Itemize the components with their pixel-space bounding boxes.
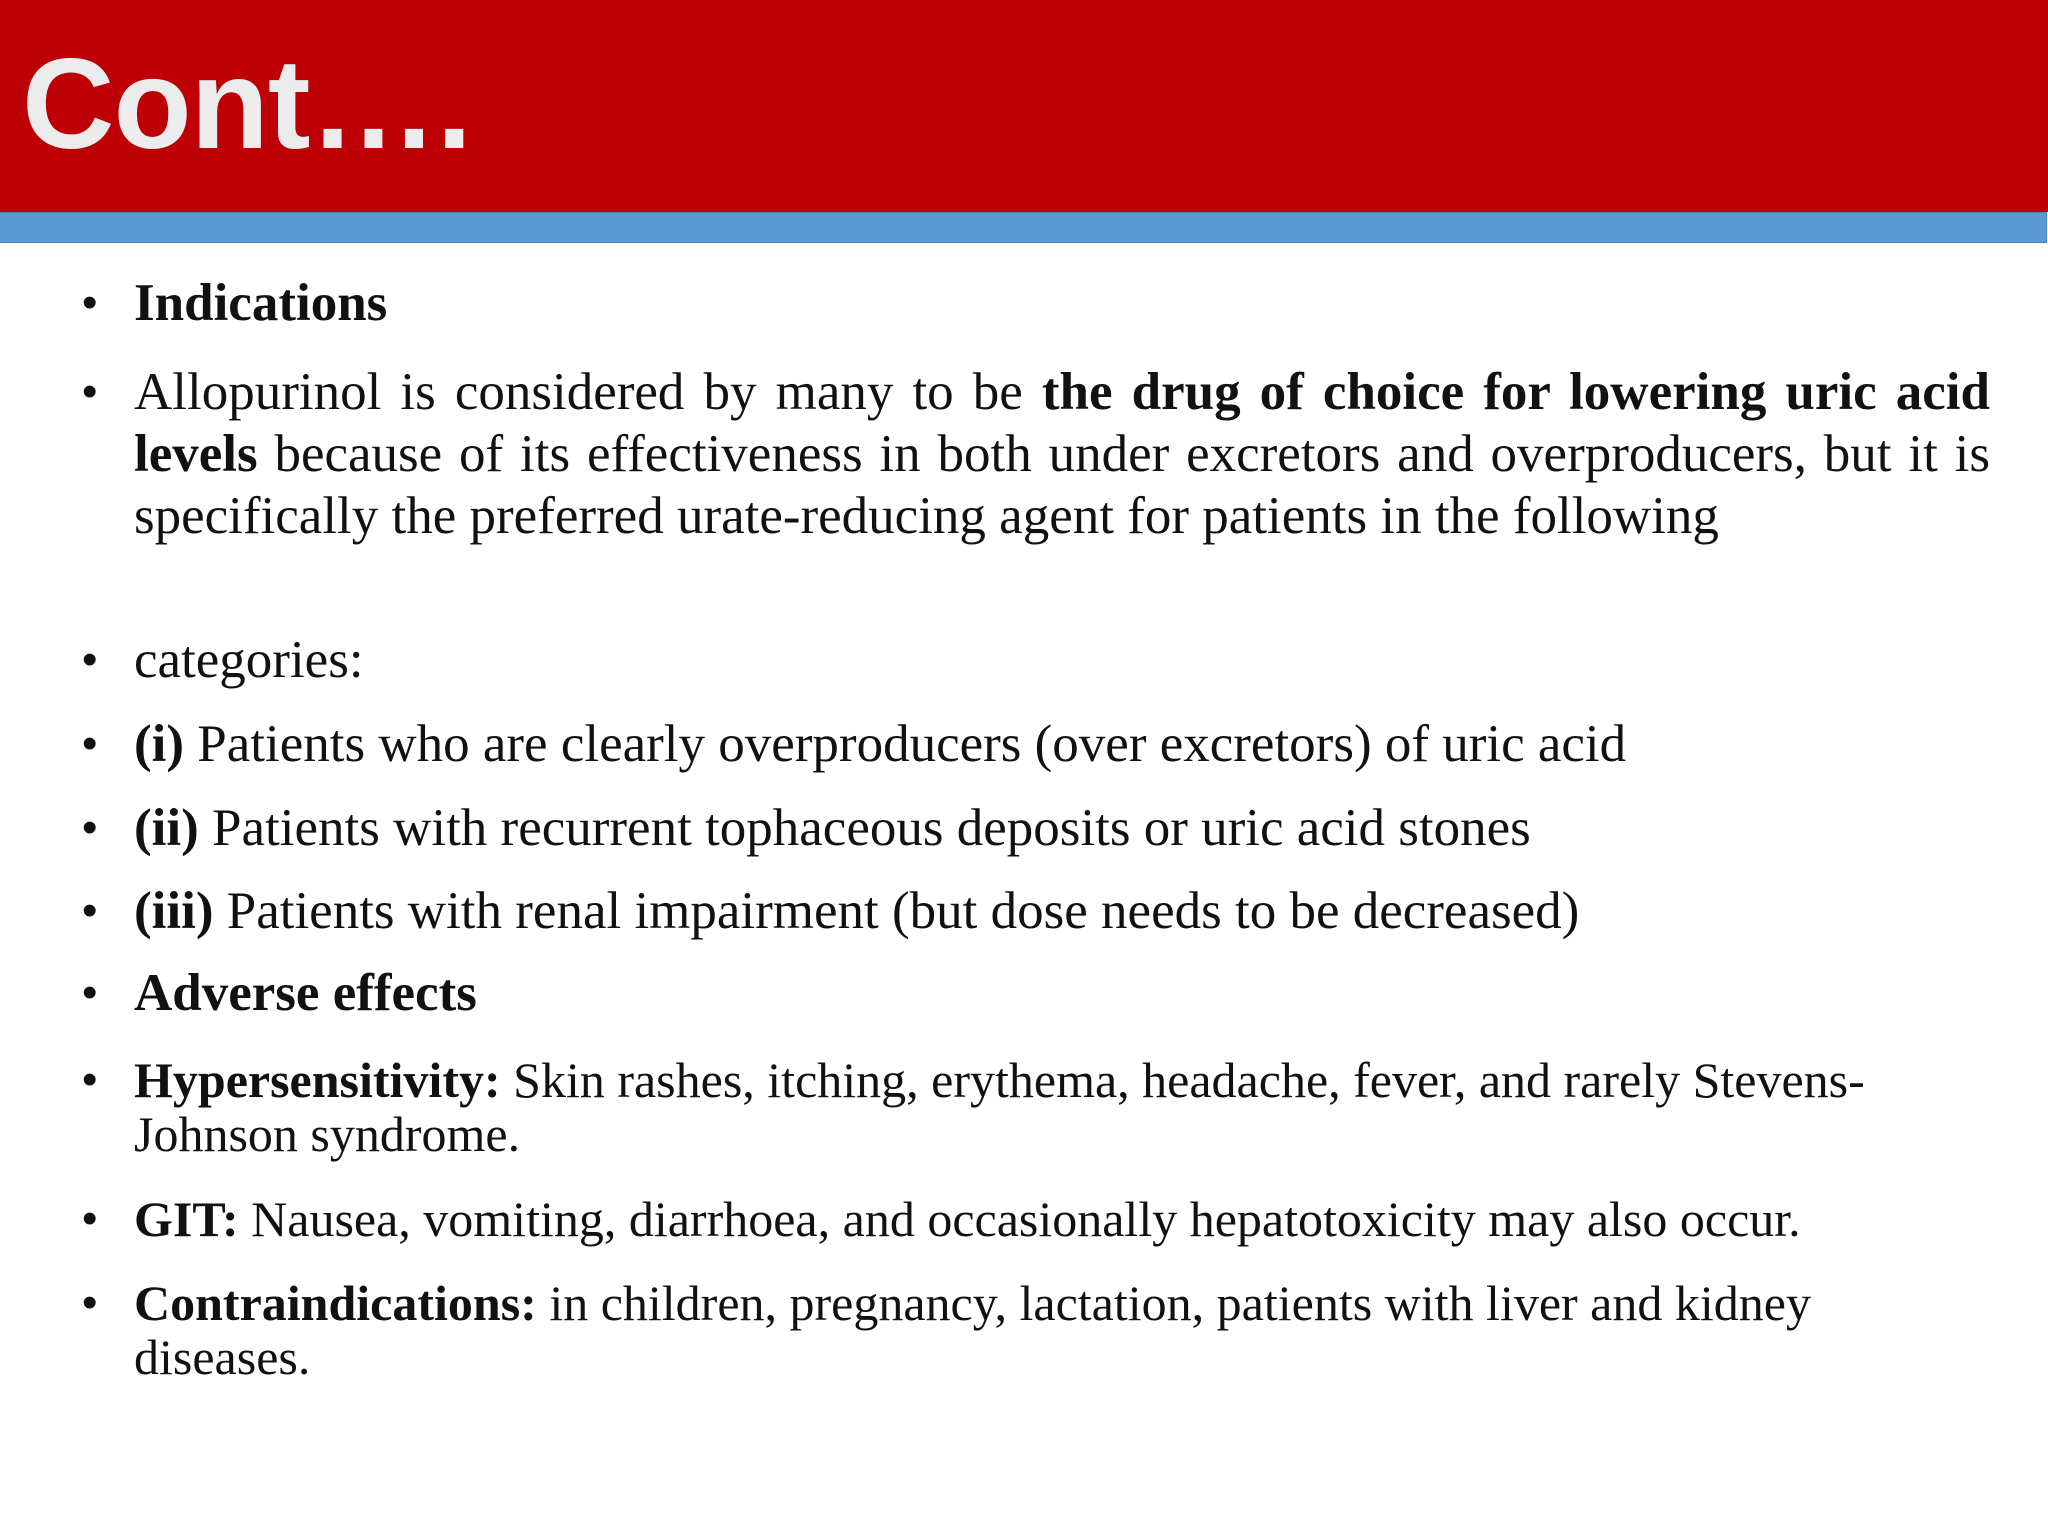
allopurinol-text-end: because of its effectiveness in both under excretors and overproducers, but it is specifically the preferred urate-reducing agent for patients in the following: [134, 425, 1990, 545]
bullet-marker: •: [82, 886, 98, 935]
bullet-hypersensitivity: [82, 1052, 1990, 1162]
bullet-marker: •: [82, 1278, 98, 1327]
bullet-allopurinol: [82, 361, 1990, 547]
allopurinol-text-start: Allopurinol is considered by many to be: [134, 363, 1042, 421]
heading-adverse-effects: Adverse effects: [134, 964, 477, 1022]
category-iii-label: (iii): [134, 882, 214, 940]
bullet-marker: •: [82, 278, 98, 327]
bullet-marker: •: [82, 719, 98, 768]
category-iii-text: Patients with renal impairment (but dose needs to be decreased): [213, 882, 1580, 940]
bullet-marker: •: [82, 803, 98, 852]
category-i-label: (i): [134, 715, 185, 773]
bullet-marker: •: [82, 1194, 98, 1243]
categories-text: categories:: [134, 631, 364, 689]
hypersensitivity-label: Hypersensitivity:: [134, 1052, 501, 1108]
bullet-marker: •: [82, 968, 98, 1017]
bullet-category-iii: [82, 880, 1990, 942]
bullet-marker: •: [82, 635, 98, 684]
allopurinol-emphasis: the drug of choice for lowering uric acid levels: [134, 363, 1990, 483]
category-i-text: Patients who are clearly overproducers (over excretors) of uric acid: [184, 715, 1627, 773]
bullet-marker: •: [82, 1055, 98, 1104]
heading-indications: Indications: [134, 274, 388, 332]
bullet-adverse-effects: [82, 962, 1990, 1024]
git-text: Nausea, vomiting, diarrhoea, and occasionally hepatotoxicity may also occur.: [238, 1191, 1801, 1247]
bullet-category-i: [82, 713, 1990, 775]
hypersensitivity-text: Skin rashes, itching, erythema, headache, fever, and rarely Stevens-Johnson syndrome.: [134, 1052, 1865, 1162]
slide-title: Cont….: [22, 33, 471, 176]
bullet-categories: [82, 629, 1990, 691]
category-ii-text: Patients with recurrent tophaceous deposits or uric acid stones: [198, 799, 1531, 857]
category-ii-label: (ii): [134, 799, 199, 857]
contraindications-label: Contraindications:: [134, 1275, 537, 1331]
contraindications-text: in children, pregnancy, lactation, patients with liver and kidney diseases.: [134, 1275, 1811, 1385]
bullet-marker: •: [82, 367, 98, 416]
git-label: GIT:: [134, 1191, 239, 1247]
bullet-git: [82, 1191, 1990, 1247]
bullet-contraindications: [82, 1275, 1990, 1385]
bullet-indications: [82, 272, 1990, 334]
bullet-category-ii: [82, 797, 1990, 859]
